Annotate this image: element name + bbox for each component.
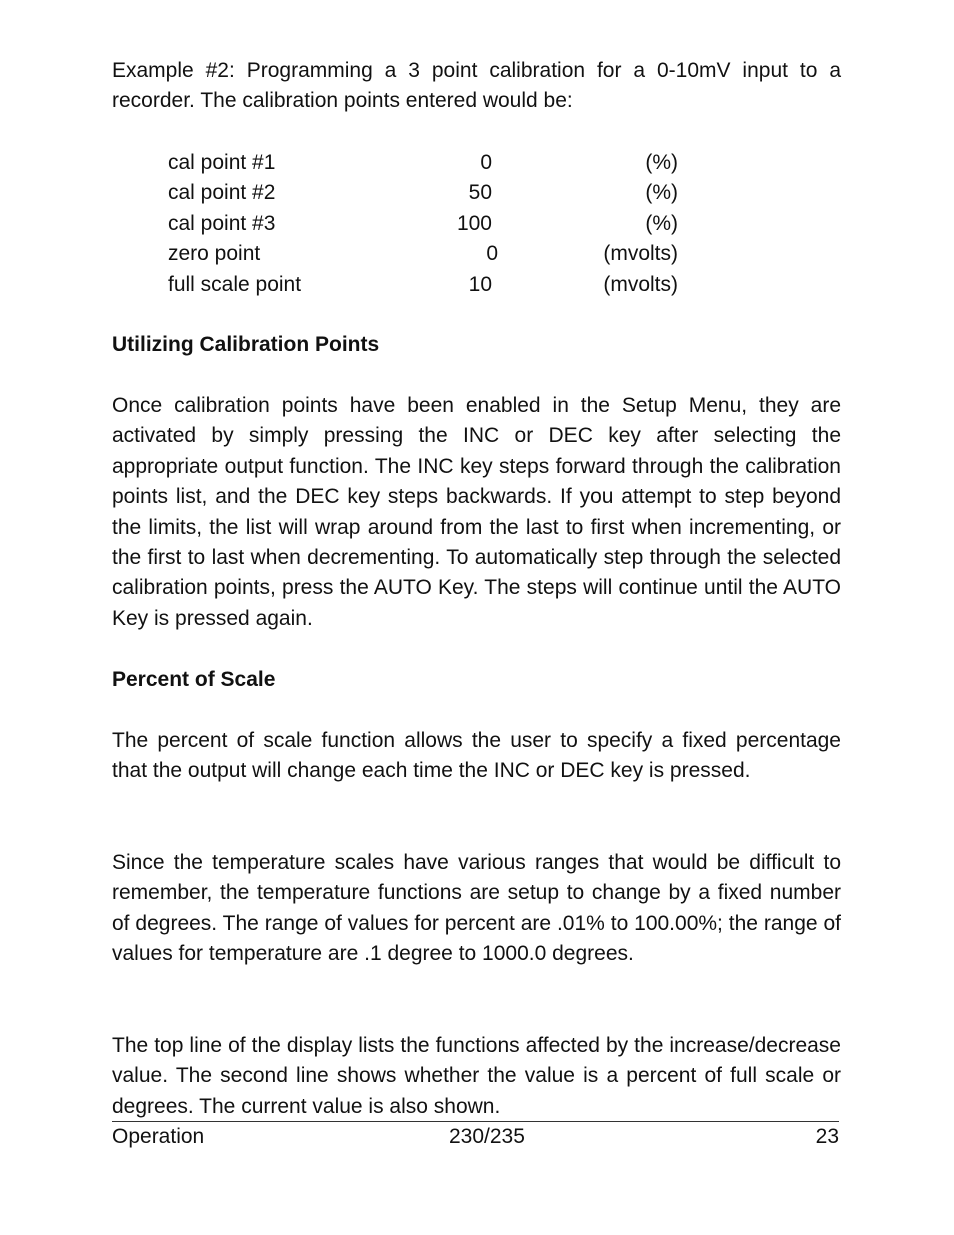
cal-unit: (mvolts) — [603, 242, 678, 266]
cal-label: cal point #2 — [168, 181, 276, 205]
footer-model-number: 230/235 — [449, 1125, 525, 1148]
cal-unit: (%) — [645, 151, 678, 174]
page-number: 23 — [815, 1125, 839, 1148]
cal-label: full scale point — [168, 272, 302, 296]
cal-row — [168, 178, 688, 208]
cal-value: 0 — [486, 242, 498, 266]
page-footer — [112, 1122, 839, 1152]
cal-label: cal point #3 — [168, 211, 276, 235]
cal-value: 50 — [468, 181, 492, 205]
calibration-points-table — [168, 148, 688, 300]
cal-label: cal point #1 — [168, 151, 276, 174]
cal-value: 10 — [468, 272, 492, 296]
cal-row — [168, 270, 688, 300]
cal-label: zero point — [168, 242, 261, 266]
intro-paragraph: Example #2: Programming a 3 point calibration for a 0-10mV input to a recorder. The calibration points entered would be: — [112, 59, 841, 113]
cal-row — [168, 148, 688, 178]
cal-unit: (%) — [645, 211, 678, 235]
calibration-paragraph: Once calibration points have been enabled in the Setup Menu, they are activated by simply pressing the INC or DEC key after selecting the appropriate output function. The INC key steps forward through the calibration points list, and the DEC key steps backwards. If you attempt to step beyond the limits, the list will wrap around from the last to first when incrementing, or the first to last when decrementing. To automatically step through the selected calibration points, press the AUTO Key. The steps will continue until the AUTO Key is pressed again. — [112, 394, 841, 630]
percent-scale-paragraph-1: The percent of scale function allows the user to specify a fixed percentage that the output will change each time the INC or DEC key is pressed. — [112, 729, 841, 783]
footer-section-name: Operation — [112, 1125, 205, 1148]
cal-unit: (%) — [645, 181, 678, 205]
cal-unit: (mvolts) — [603, 272, 678, 296]
cal-value: 100 — [456, 211, 492, 235]
cal-row — [168, 239, 688, 269]
cal-row — [168, 209, 688, 239]
section-heading-percent-scale: Percent of Scale — [112, 668, 276, 691]
percent-scale-paragraph-2: Since the temperature scales have various ranges that would be difficult to remember, the temperature functions are setup to change by a fixed number of degrees. The range of values for percent are .01% to 100.00%; the range of values for temperature are .1 degree to 1000.0 degrees. — [112, 851, 841, 966]
cal-value: 0 — [480, 151, 492, 174]
percent-scale-paragraph-3: The top line of the display lists the functions affected by the increase/decrease value. The second line shows whether the value is a percent of full scale or degrees. The current value is also shown. — [112, 1034, 841, 1118]
section-heading-calibration: Utilizing Calibration Points — [112, 333, 380, 356]
